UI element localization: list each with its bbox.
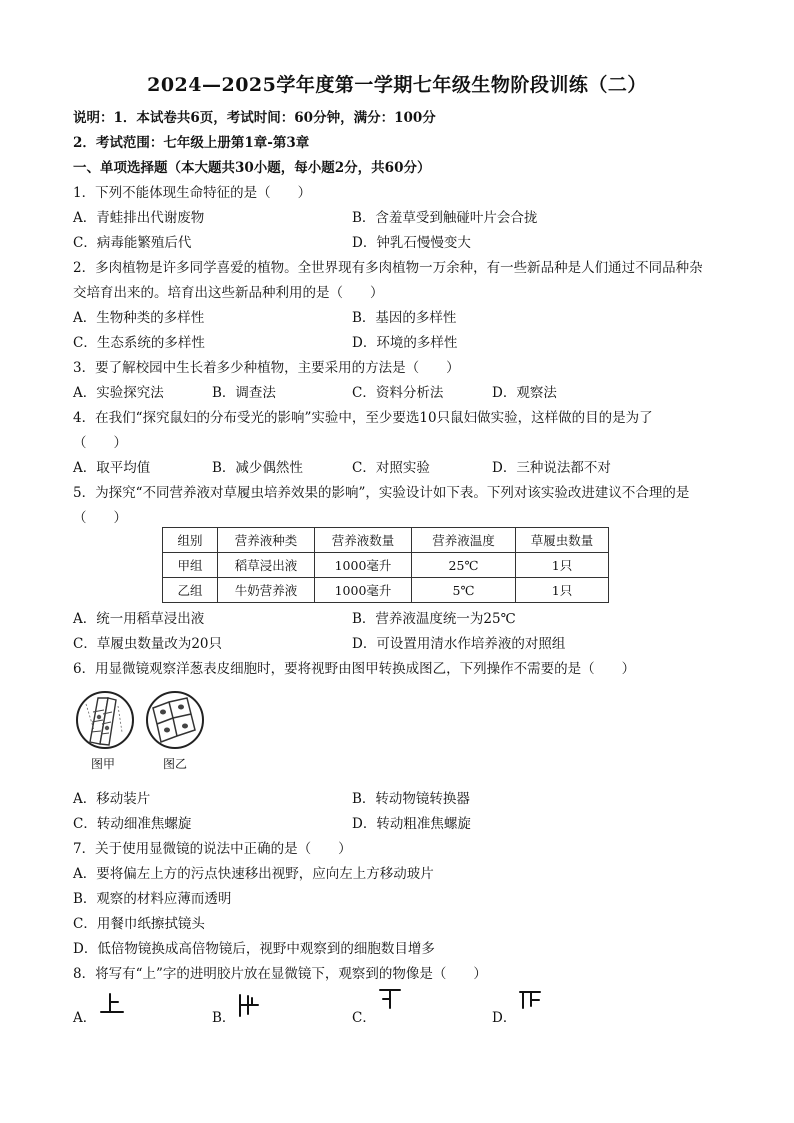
figure-b-caption: 图乙 xyxy=(163,757,188,771)
section-heading: 一、单项选择题（本大题共30小题，每小题2分，共60分） xyxy=(73,160,431,176)
table-header-cell: 草履虫数量 xyxy=(516,528,609,553)
q7-option-c: C．用餐巾纸擦拭镜头 xyxy=(73,916,205,932)
q5-stem-2: （ ） xyxy=(73,510,127,526)
q1-option-b: B．含羞草受到触碰叶片会合拢 xyxy=(352,210,538,226)
q5-option-c: C．草履虫数量改为20只 xyxy=(73,636,223,652)
q1-option-a: A．青蛙排出代谢废物 xyxy=(73,210,205,226)
glyph-shang-rotated xyxy=(236,992,262,1018)
table-row xyxy=(163,578,609,603)
q2-option-b: B．基因的多样性 xyxy=(352,310,457,326)
q6-option-c: C．转动细准焦螺旋 xyxy=(73,816,192,832)
q6-option-d: D．转动粗准焦螺旋 xyxy=(352,816,471,832)
table-cell: 1只 xyxy=(516,578,609,603)
q4-option-a: A．取平均值 xyxy=(73,460,151,476)
figure-a-caption: 图甲 xyxy=(91,757,116,771)
q3-option-b: B．调查法 xyxy=(212,385,276,401)
table-header-cell: 营养液数量 xyxy=(315,528,412,553)
q5-option-b: B．营养液温度统一为25℃ xyxy=(352,611,516,627)
q4-option-c: C．对照实验 xyxy=(352,460,430,476)
table-cell: 1000毫升 xyxy=(315,553,412,578)
experiment-table xyxy=(162,527,609,603)
table-header-cell: 营养液种类 xyxy=(218,528,315,553)
table-cell: 1000毫升 xyxy=(315,578,412,603)
q1-stem: 1．下列不能体现生命特征的是（ ） xyxy=(73,185,312,201)
q6-option-a: A．移动装片 xyxy=(73,791,151,807)
q2-option-c: C．生态系统的多样性 xyxy=(73,335,205,351)
q8-option-c: C． xyxy=(352,1010,376,1026)
q7-option-a: A．要将偏左上方的污点快速移出视野，应向左上方移动玻片 xyxy=(73,866,434,882)
q8-option-d: D． xyxy=(492,1010,517,1026)
microscope-view-a-figure xyxy=(74,690,138,750)
q4-option-b: B．减少偶然性 xyxy=(212,460,303,476)
table-header-cell: 组别 xyxy=(163,528,218,553)
table-cell: 稻草浸出液 xyxy=(218,553,315,578)
notes-line-1: 说明：1．本试卷共6页，考试时间：60分钟，满分：100分 xyxy=(73,110,436,126)
table-cell: 1只 xyxy=(516,553,609,578)
table-cell: 25℃ xyxy=(412,553,516,578)
q2-option-d: D．环境的多样性 xyxy=(352,335,458,351)
q3-option-a: A．实验探究法 xyxy=(73,385,164,401)
q2-stem-2: 交培育出来的。培育出这些新品种利用的是（ ） xyxy=(73,285,384,301)
q8-stem: 8．将写有“上”字的进明胶片放在显微镜下，观察到的物像是（ ） xyxy=(73,966,487,982)
q2-option-a: A．生物种类的多样性 xyxy=(73,310,205,326)
q7-option-d: D．低倍物镜换成高倍物镜后，视野中观察到的细胞数目增多 xyxy=(73,941,435,957)
table-cell: 5℃ xyxy=(412,578,516,603)
q5-option-a: A．统一用稻草浸出液 xyxy=(73,611,205,627)
q3-stem: 3．要了解校园中生长着多少种植物，主要采用的方法是（ ） xyxy=(73,360,460,376)
q4-stem-2: （ ） xyxy=(73,435,127,451)
q5-stem-1: 5．为探究“不同营养液对草履虫培养效果的影响”，实验设计如下表。下列对该实验改进建议不合理的是 xyxy=(73,485,690,501)
glyph-shang-inverted xyxy=(377,986,403,1012)
q3-option-d: D．观察法 xyxy=(492,385,557,401)
glyph-shang-flipped xyxy=(517,988,543,1010)
table-header-cell: 营养液温度 xyxy=(412,528,516,553)
microscope-view-b-figure xyxy=(143,690,207,750)
q2-stem-1: 2．多肉植物是许多同学喜爱的植物。全世界现有多肉植物一万余种，有一些新品种是人们通过不同品种杂 xyxy=(73,260,703,276)
q6-stem: 6．用显微镜观察洋葱表皮细胞时，要将视野由图甲转换成图乙，下列操作不需要的是（ ） xyxy=(73,661,636,677)
q4-option-d: D．三种说法都不对 xyxy=(492,460,611,476)
table-cell: 乙组 xyxy=(163,578,218,603)
glyph-shang-upright xyxy=(99,992,125,1016)
table-row xyxy=(163,553,609,578)
q3-option-c: C．资料分析法 xyxy=(352,385,444,401)
page-title: 2024—2025学年度第一学期七年级生物阶段训练（二） xyxy=(147,74,647,96)
q4-stem-1: 4．在我们“探究鼠妇的分布受光的影响”实验中，至少要选10只鼠妇做实验，这样做的目的是为了 xyxy=(73,410,653,426)
table-cell: 牛奶营养液 xyxy=(218,578,315,603)
q8-option-a: A． xyxy=(73,1010,97,1026)
table-cell: 甲组 xyxy=(163,553,218,578)
q1-option-d: D．钟乳石慢慢变大 xyxy=(352,235,471,251)
table-header-row xyxy=(163,528,609,553)
q7-option-b: B．观察的材料应薄而透明 xyxy=(73,891,232,907)
notes-line-2: 2．考试范围：七年级上册第1章-第3章 xyxy=(73,135,310,151)
q5-option-d: D．可设置用清水作培养液的对照组 xyxy=(352,636,566,652)
q7-stem: 7．关于使用显微镜的说法中正确的是（ ） xyxy=(73,841,352,857)
q1-option-c: C．病毒能繁殖后代 xyxy=(73,235,192,251)
q6-option-b: B．转动物镜转换器 xyxy=(352,791,470,807)
q8-option-b: B． xyxy=(212,1010,236,1026)
